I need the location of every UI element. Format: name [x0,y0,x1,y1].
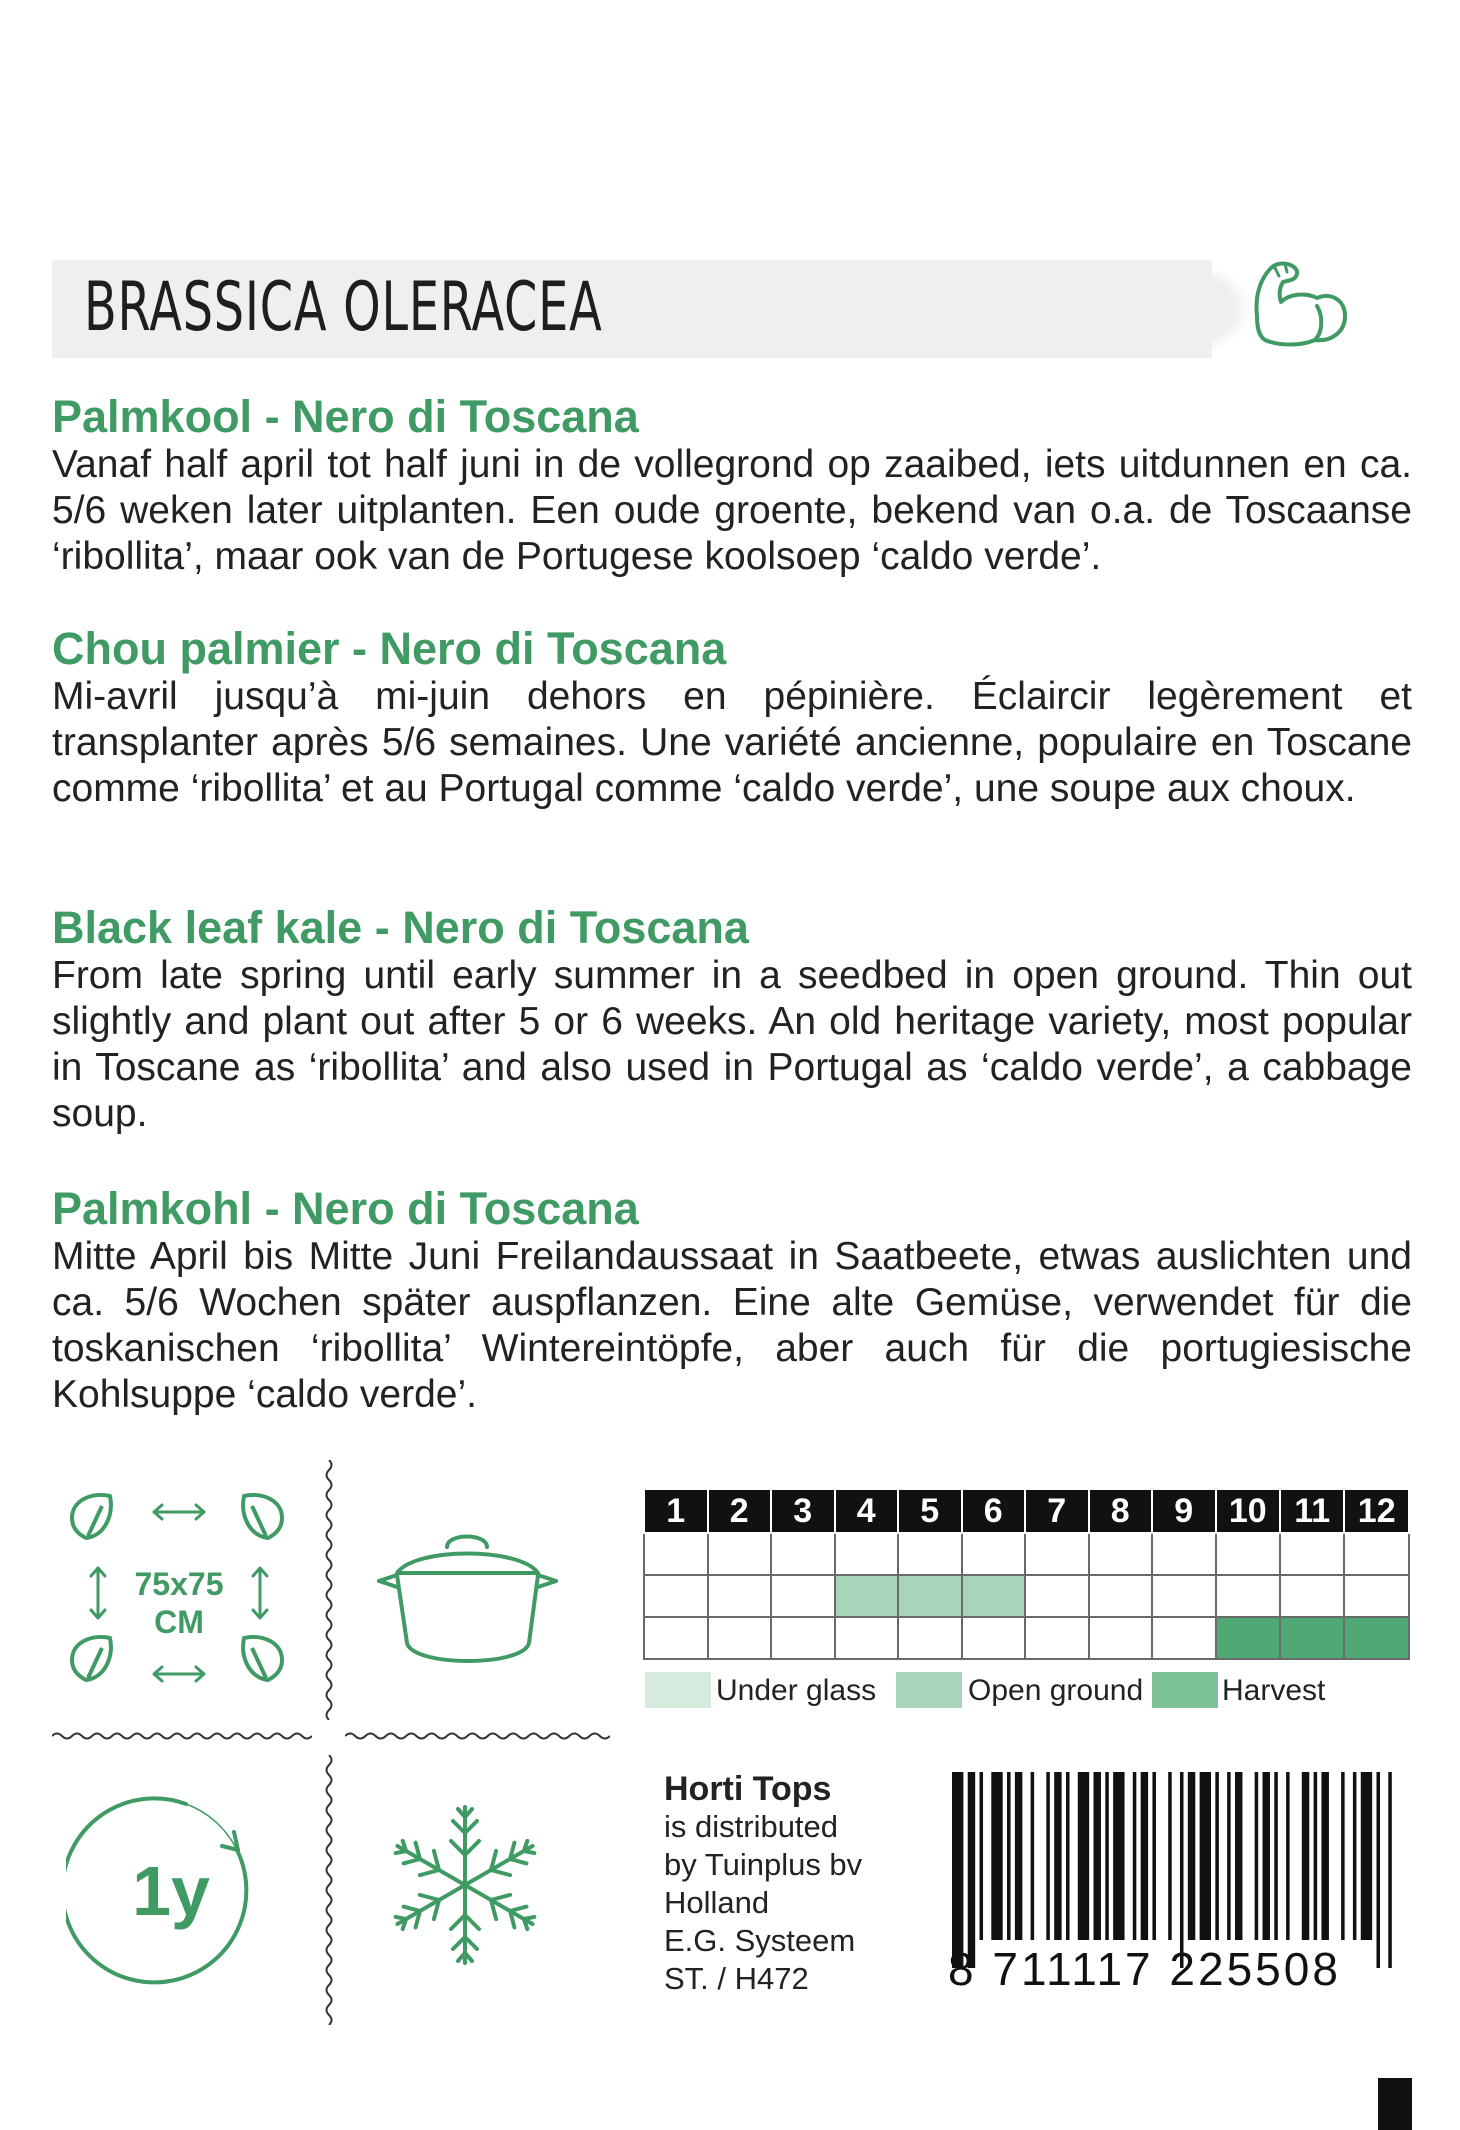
distributor-line: by Tuinplus bv [664,1847,863,1882]
calendar-cell [898,1575,962,1617]
barcode-bar [1341,1772,1345,1940]
barcode-bar [952,1772,963,1968]
barcode-bar [1031,1772,1035,1940]
barcode-bar [1078,1772,1089,1940]
section-body: Mitte April bis Mitte Juni Freilandaussaat in Saatbeete, etwas auslichten und ca. 5/6 Wochen später auspflanzen. Eine alte Gemüse, verwendet für die toskanischen ‘ribollita’ Wintereintöpfe, aber auch für die portugiesische Kohlsuppe ‘caldo verde’. [52,1235,1412,1416]
calendar-cell [644,1617,708,1659]
distributor-line: ST. / H472 [664,1961,809,1996]
section-body: From late spring until early summer in a seedbed in open ground. Thin out slightly and plant out after 5 or 6 weeks. An old heritage variety, most popular in Toscane as ‘ribollita’ and also used in Portugal as ‘caldo verde’, a cabbage soup. [52,954,1412,1135]
month-header: 2 [708,1490,772,1533]
barcode-bar [1235,1772,1242,1940]
calendar-cell [1025,1617,1089,1659]
calendar-cell [644,1533,708,1575]
flexed-arm-icon [1245,258,1355,358]
divider-wavy-vertical [322,1755,336,2025]
calendar-cell [1280,1617,1344,1659]
barcode-bar [1376,1772,1380,1968]
month-header: 5 [898,1490,962,1533]
barcode-bar [1168,1772,1172,1940]
calendar-cell [1216,1617,1281,1659]
calendar-cell [1152,1575,1216,1617]
barcode-bar [1286,1772,1290,1940]
month-header: 6 [962,1490,1026,1533]
barcode-digits: 8 711117 225508 [948,1943,1341,1995]
section-title: Palmkohl - Nero di Toscana [52,1183,639,1234]
calendar-cell [771,1575,835,1617]
lifecycle-value: 1y [132,1852,210,1930]
month-header: 7 [1025,1490,1089,1533]
calendar-cell [962,1617,1026,1659]
distributor-line: Holland [664,1885,770,1920]
barcode-bar [1388,1772,1392,1968]
cooking-pot-icon [375,1525,560,1675]
species-name: BRASSICA OLERACEA [84,268,603,347]
barcode-bar [1215,1772,1219,1940]
calendar-cell [1025,1575,1089,1617]
legend-swatch-harvest [1152,1672,1218,1708]
barcode-bar [1046,1772,1050,1940]
print-corner-mark [1378,2078,1412,2130]
brand-name: Horti Tops [664,1770,832,1808]
section-title: Chou palmier - Nero di Toscana [52,623,727,674]
calendar-header-row [644,1490,1409,1533]
calendar-cell [835,1617,899,1659]
calendar-cell [962,1575,1026,1617]
plant-spacing-icon [62,1488,292,1698]
calendar-cell [1089,1617,1153,1659]
calendar-cell [1216,1575,1281,1617]
section-french [52,624,1412,812]
calendar-cell [1089,1533,1153,1575]
distributor-line: E.G. Systeem [664,1923,856,1958]
barcode-bar [1274,1772,1278,1940]
divider-wavy-vertical [322,1460,336,1720]
calendar-cell [1216,1533,1281,1575]
spacing-value: 75x75 [134,1566,224,1602]
calendar-cell [708,1617,772,1659]
section-english [52,903,1412,1137]
calendar-cell [708,1575,772,1617]
barcode-bar [1188,1772,1195,1940]
month-header: 4 [835,1490,899,1533]
calendar-row [644,1575,1409,1617]
barcode-bar [1066,1772,1070,1940]
barcode-bar [1105,1772,1109,1940]
calendar-cell [962,1533,1026,1575]
distributor-info [664,1770,862,1998]
calendar-cell [1344,1575,1409,1617]
barcode-bar [1314,1772,1318,1940]
section-german [52,1184,1412,1418]
annual-cycle-icon [66,1788,276,1998]
section-body: Vanaf half april tot half juni in de vollegrond op zaaibed, iets uitdunnen en ca. 5/6 weken later uitplanten. Een oude groente, bekend van o.a. de Toscaanse ‘ribollita’, maar ook van de Portugese koolsoep ‘caldo verde’. [52,443,1412,578]
month-header: 11 [1280,1490,1344,1533]
barcode-bar [1200,1772,1211,1940]
calendar-cell [835,1533,899,1575]
calendar-cell [644,1575,708,1617]
spacing-unit: CM [154,1604,204,1640]
calendar-cell [1152,1617,1216,1659]
calendar-cell [771,1533,835,1575]
barcode-bar [968,1772,975,1968]
month-header: 8 [1089,1490,1153,1533]
legend-swatch-open-ground [896,1672,962,1708]
month-header: 9 [1152,1490,1216,1533]
barcode-bar [1152,1772,1156,1940]
month-header: 10 [1216,1490,1281,1533]
calendar-row [644,1533,1409,1575]
barcode-bar [1255,1772,1259,1940]
calendar-cell [1152,1533,1216,1575]
calendar-cell [1025,1533,1089,1575]
calendar-cell [708,1533,772,1575]
barcode-bar [1015,1772,1022,1940]
barcode-bar [1353,1772,1357,1940]
calendar-row [644,1617,1409,1659]
barcode-bar [1361,1772,1372,1940]
calendar-cell [898,1533,962,1575]
calendar-cell [1280,1533,1344,1575]
divider-wavy-horizontal [345,1730,610,1742]
barcode-bar [980,1772,984,1940]
legend-swatch-under-glass [645,1672,711,1708]
section-dutch [52,392,1412,580]
barcode-bar [1093,1772,1100,1940]
calendar-cell [835,1575,899,1617]
barcode-bar [1113,1772,1124,1940]
month-header: 12 [1344,1490,1409,1533]
species-band [52,260,1212,358]
calendar-cell [1089,1575,1153,1617]
legend-label-harvest: Harvest [1222,1674,1326,1707]
legend-label-open-ground: Open ground [968,1674,1144,1707]
barcode-bar [1321,1772,1328,1940]
calendar-cell [1344,1617,1409,1659]
calendar-cell [898,1617,962,1659]
calendar-cell [771,1617,835,1659]
barcode-bar [1263,1772,1270,1940]
barcode-bar [1054,1772,1061,1940]
sowing-calendar [643,1490,1410,1660]
calendar-cell [1344,1533,1409,1575]
barcode-bar [1007,1772,1011,1940]
barcode-bar [1133,1772,1137,1940]
section-title: Palmkool - Nero di Toscana [52,391,639,442]
calendar-cell [1280,1575,1344,1617]
divider-wavy-horizontal [52,1730,312,1742]
section-title: Black leaf kale - Nero di Toscana [52,902,749,953]
barcode-bar [1141,1772,1148,1940]
snowflake-icon [390,1800,540,1970]
legend-label-under-glass: Under glass [716,1674,877,1707]
barcode-bar [1302,1772,1309,1940]
barcode-bar [991,1772,1002,1940]
barcode-bar [1227,1772,1231,1940]
month-header: 1 [644,1490,708,1533]
barcode-bar [1180,1772,1184,1968]
section-body: Mi-avril jusqu’à mi-juin dehors en pépinière. Éclaircir legèrement et transplanter après 5/6 semaines. Une variété ancienne, populaire en Toscane comme ‘ribollita’ et au Portugal comme ‘caldo verde’, une soupe aux choux. [52,675,1412,810]
month-header: 3 [771,1490,835,1533]
distributor-line: is distributed [664,1809,839,1844]
